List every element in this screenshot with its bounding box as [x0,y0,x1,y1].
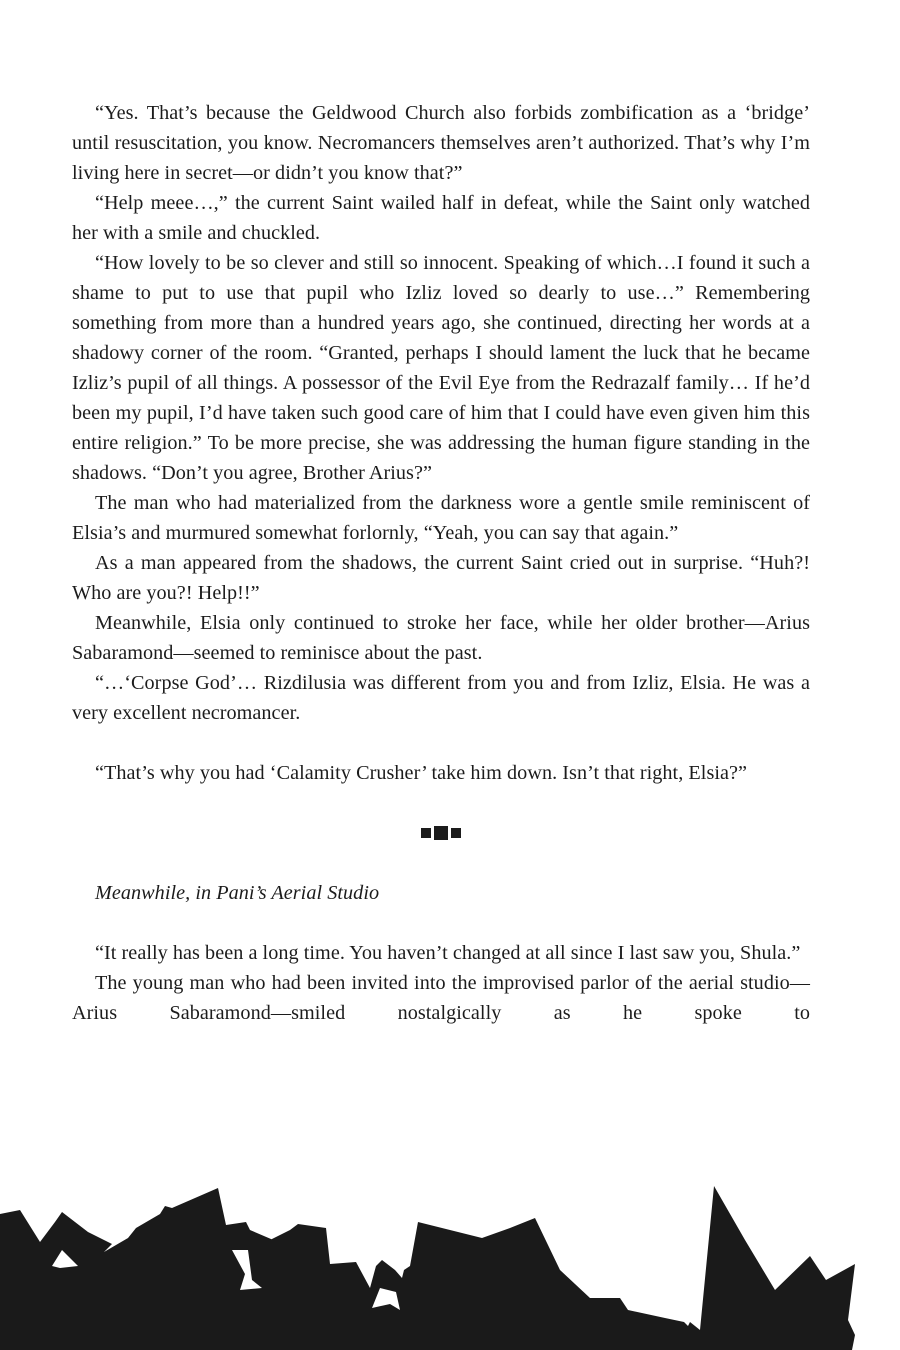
paragraph: “It really has been a long time. You haven’t changed at all since I last saw you, Shula.” [95,942,801,964]
spacer [72,908,810,938]
ornament-square-icon [421,828,431,838]
paragraph: Meanwhile, Elsia only continued to stroke her face, while her older brother—Arius Sabaramond—seemed to reminisce about the past. [72,612,810,664]
paragraph: “Yes. That’s because the Geldwood Church also forbids zombification as a ‘bridge’ until resuscitation, you know. Necromancers themselves aren’t authorized. That’s why I’m living here in secret—or didn’t you know that?” [72,102,810,184]
paragraph: “…‘Corpse God’… Rizdilusia was different from you and from Izliz, Elsia. He was a very excellent necromancer. [72,672,810,724]
page-body [72,98,810,1028]
paragraph: “How lovely to be so clever and still so innocent. Speaking of which…I found it such a shame to put to use that pupil who Izliz loved so dearly to use…” Remembering something from more than a hundred years ago, she continued, directing her words at a shadowy corner of the room. “Granted, perhaps I should lament the luck that he became Izliz’s pupil of all things. A possessor of the Evil Eye from the Redrazalf family… If he’d been my pupil, I’d have taken such good care of him that I could have even given him this entire religion.” To be more precise, she was addressing the human figure standing in the shadows. “Don’t you agree, Brother Arius?” [72,252,810,484]
paragraph: As a man appeared from the shadows, the current Saint cried out in surprise. “Huh?! Who are you?! Help!!” [72,552,810,604]
paragraph: The young man who had been invited into the improvised parlor of the aerial studio—Arius Sabaramond—smiled nostalgically as he spoke to [72,972,810,1024]
paragraph: “Help meee…,” the current Saint wailed half in defeat, while the Saint only watched her with a smile and chuckled. [72,192,810,244]
ornament-square-icon [451,828,461,838]
paragraph: “That’s why you had ‘Calamity Crusher’ take him down. Isn’t that right, Elsia?” [95,762,748,784]
jagged-silhouette-border-icon [0,1170,900,1350]
ornament-square-icon [434,826,448,840]
paragraph: The man who had materialized from the darkness wore a gentle smile reminiscent of Elsia’s and murmured somewhat forlornly, “Yeah, you can say that again.” [72,492,810,544]
scene-break-ornament-icon [72,818,810,848]
scene-heading: Meanwhile, in Pani’s Aerial Studio [95,882,380,904]
